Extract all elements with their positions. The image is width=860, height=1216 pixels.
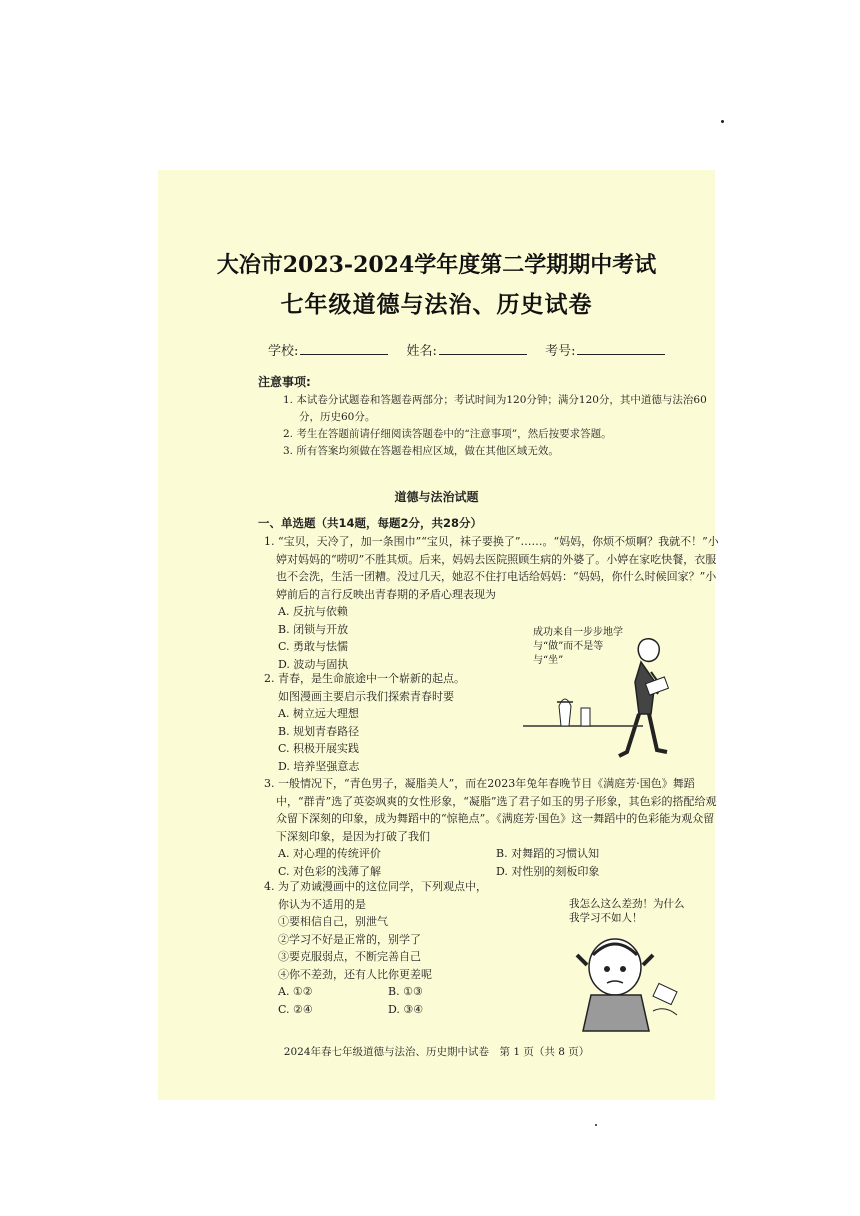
statement: ②学习不好是正常的，别学了 [278, 932, 421, 946]
school-blank [300, 342, 388, 355]
exam-number-blank [577, 342, 665, 355]
option: C. ②④ [278, 1002, 313, 1016]
option: A. 对心理的传统评价 [278, 847, 381, 860]
question-3 [264, 775, 719, 880]
question-stem: 1. “宝贝，天冷了，加一条围巾”“宝贝，袜子要换了”……。“妈妈，你烦不烦啊？我就不！”小婷对妈妈的“唠叨”不胜其烦。后来，妈妈去医院照顾生病的外婆了。小婷在家吃快餐，衣服也不会洗，生活一团糟。没过几天，她忍不住打电话给妈妈：“妈妈，你什么时候回家？”小婷前后的言行反映出青春期的矛盾心理表现为 [264, 535, 719, 601]
statement: ④你不差劲，还有人比你更差呢 [278, 967, 432, 981]
option: B. 对舞蹈的习惯认知 [496, 847, 600, 860]
option: B. 闭锁与开放 [278, 622, 349, 636]
page-footer: 2024年春七年级道德与法治、历史期中试卷 第 1 页（共 8 页） [283, 1046, 590, 1058]
question-stem-line1: 4. 为了劝诫漫画中的这位同学，下列观点中， [264, 880, 487, 893]
cartoon-caption: 我怎么这么差劲！为什么我学习不如人！ [569, 898, 685, 924]
note-item: 3. 所有答案均须做在答题卷相应区域，做在其他区域无效。 [283, 445, 559, 457]
statement: ③要克服弱点，不断完善自己 [278, 950, 421, 963]
option: D. 对性别的刻板印象 [496, 864, 600, 878]
name-label: 姓名: [406, 344, 437, 359]
section-title: 道德与法治试题 [394, 490, 479, 504]
option: A. 反抗与依赖 [278, 605, 348, 618]
exam-title-line2: 七年级道德与法治、历史试卷 [280, 291, 593, 318]
question-stem: 3. 一般情况下，“青色男子，凝脂美人”，而在2023年兔年春晚节目《满庭芳·国色》舞蹈中，“群青”选了英姿飒爽的女性形象，“凝脂”选了君子如玉的男子形象，其色彩的搭配给观众留下深刻的印象，成为舞蹈中的“惊艳点”。《满庭芳·国色》这一舞蹈中的色彩能为观众留下深刻印象，是因为打破了我们 [264, 777, 717, 843]
note-item: 1. 本试卷分试题卷和答题卷两部分；考试时间为120分钟；满分120分，其中道德与法治60分，历史60分。 [283, 394, 707, 423]
candidate-info-fields [268, 340, 679, 359]
option: C. 积极开展实践 [278, 742, 360, 755]
option: B. 规划青春路径 [278, 724, 360, 738]
frustrated-student-cartoon [553, 925, 703, 1035]
option: D. ③④ [388, 1002, 424, 1016]
name-blank [439, 342, 527, 355]
scan-speck [721, 120, 724, 123]
walking-student-cartoon [523, 622, 703, 772]
question-4 [264, 878, 564, 1018]
cartoon-caption: 成功来自一步步地学与“做”而不是等与“坐” [533, 627, 623, 666]
school-label: 学校: [268, 344, 299, 359]
exam-title-line1: 大冶市2023-2024学年度第二学期期中考试 [216, 252, 657, 278]
scan-speck [595, 1124, 597, 1126]
exam-paper-page [158, 170, 719, 1100]
question-2 [264, 670, 564, 775]
option-row [264, 1001, 564, 1019]
part-heading: 一、单选题（共14题，每题2分，共28分） [258, 516, 483, 530]
option: A. ①② [278, 985, 313, 998]
notes-list [283, 392, 723, 460]
option: D. 波动与固执 [278, 657, 349, 671]
question-stem-line2: 如图漫画主要启示我们探索青春时要 [278, 689, 454, 703]
option: B. ①③ [388, 985, 423, 998]
exam-number-label: 考号: [545, 344, 576, 359]
statement: ①要相信自己，别泄气 [278, 915, 388, 928]
option-row [264, 983, 564, 1001]
question-stem-line1: 2. 青春，是生命旅途中一个崭新的起点。 [264, 672, 465, 685]
option-row [264, 845, 719, 863]
notes-heading: 注意事项: [258, 375, 311, 389]
option: C. 勇敢与怯懦 [278, 640, 349, 653]
note-item: 2. 考生在答题前请仔细阅读答题卷中的“注意事项”，然后按要求答题。 [283, 428, 612, 440]
option: A. 树立远大理想 [278, 707, 359, 720]
option: D. 培养坚强意志 [278, 759, 360, 773]
question-stem-line2: 你认为不适用的是 [278, 897, 366, 911]
option: C. 对色彩的浅薄了解 [278, 864, 382, 878]
